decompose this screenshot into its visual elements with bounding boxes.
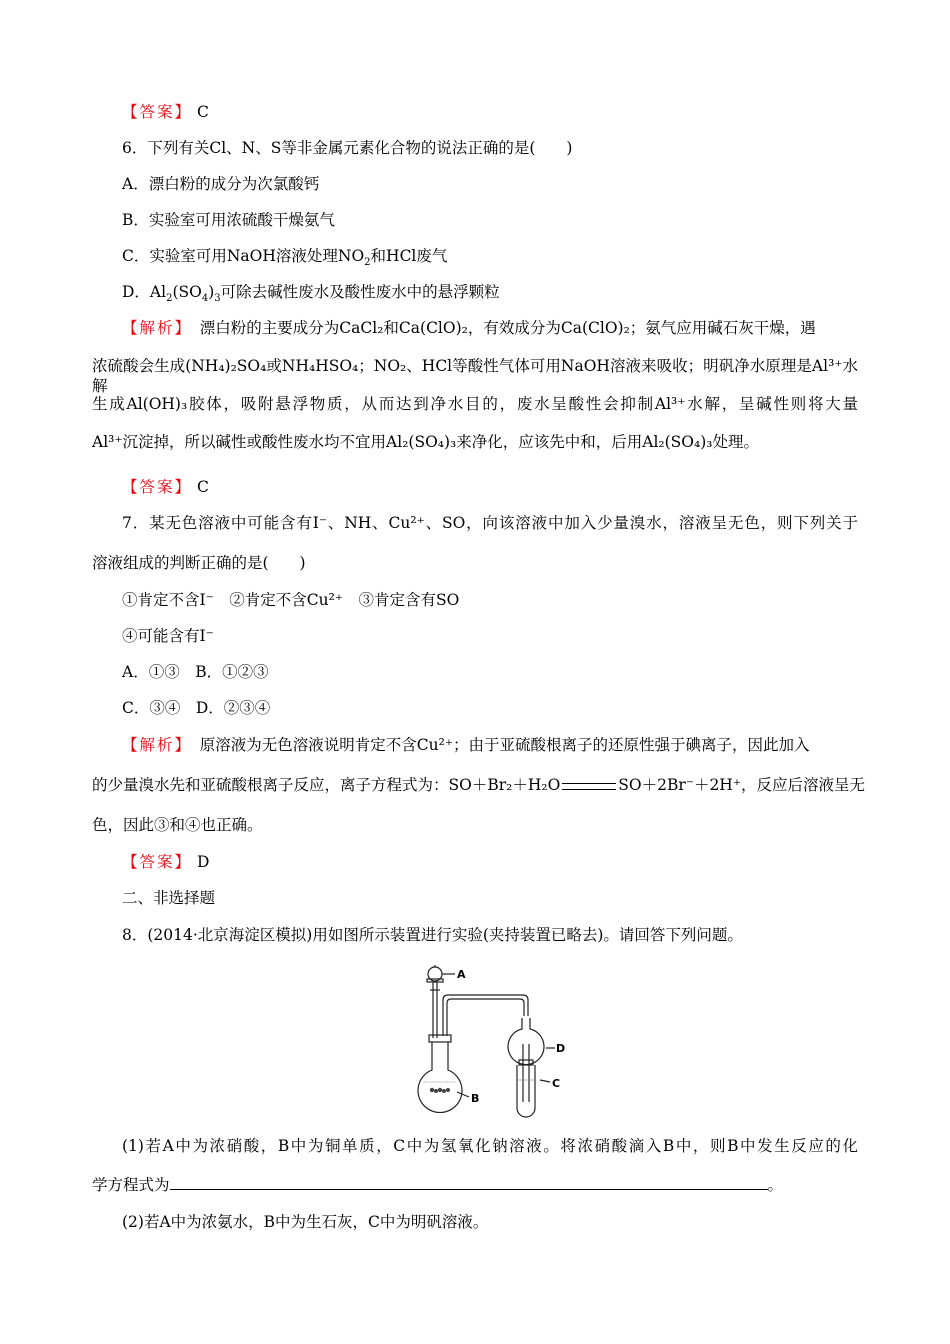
answer-value: C [196, 478, 209, 496]
q8-part1-text2-post: 。 [767, 1176, 784, 1194]
q6-analysis-line3 [92, 394, 858, 414]
q6-option-c [122, 246, 448, 269]
answer-label: 【 答案 】 [122, 103, 192, 121]
q7-analysis-text2-post: SO＋2Br⁻＋2H⁺，反应后溶液呈无 [618, 776, 866, 794]
apparatus-diagram [405, 960, 575, 1122]
q6-option-b: B．实验室可用浓硫酸干燥氨气 [122, 211, 335, 229]
copper-pellet [446, 1088, 450, 1092]
answer-label: 【 答案 】 [122, 478, 192, 496]
q7-analysis-text1: 原溶液为无色溶液说明肯定不含Cu²⁺；由于亚硫酸根离子的还原性强于碘离子，因此加入 [184, 736, 810, 754]
copper-pellet [438, 1088, 442, 1092]
q6-option-d-mid: (SO [172, 283, 202, 301]
q7-stem-text1: 7．某无色溶液中可能含有I⁻、NH、Cu²⁺、SO，向该溶液中加入少量溴水，溶液呈无色，则下列关于 [122, 514, 858, 532]
q6-analysis-line1 [122, 318, 816, 338]
q7-choice-cd: C．③④ D．②③④ [122, 699, 271, 717]
q6-option-c-sub: 2 [364, 257, 371, 269]
q6-option-c-post: 和HCl废气 [370, 247, 448, 265]
q5-answer-line [122, 102, 209, 122]
answer-blank[interactable] [170, 1175, 768, 1190]
q6-analysis-text1: 漂白粉的主要成分为CaCl₂和Ca(ClO)₂，有效成分为Ca(ClO)₂；氨气应用碱石灰干燥，遇 [184, 319, 816, 337]
q7-stem-line1 [122, 513, 858, 533]
q6-option-d-post: 可除去碱性废水及酸性废水中的悬浮颗粒 [220, 283, 500, 301]
answer-label: 【 答案 】 [122, 853, 192, 871]
q6-option-d-mid2: ) [208, 283, 215, 301]
label-d: D [556, 1042, 566, 1055]
label-c: C [552, 1077, 561, 1090]
copper-pellet [434, 1089, 438, 1093]
q6-option-d-pre: D．Al [122, 283, 167, 301]
q7-analysis-line3: 色，因此③和④也正确。 [92, 816, 263, 834]
q8-part1-line2 [92, 1175, 783, 1195]
q7-analysis-line2 [92, 775, 865, 795]
section-heading: 二、非选择题 [122, 889, 216, 907]
q7-option-2: ④可能含有I⁻ [122, 627, 214, 645]
label-a: A [457, 968, 466, 981]
q7-choice-ab: A．①③ B．①②③ [122, 663, 269, 681]
q6-option-c-pre: C．实验室可用NaOH溶液处理NO [122, 247, 365, 265]
q6-answer-line [122, 477, 209, 497]
q8-part2: (2)若A中为浓氨水，B中为生石灰，C中为明矾溶液。 [122, 1213, 489, 1231]
q7-analysis-line1 [122, 735, 810, 755]
copper-pellet [430, 1088, 434, 1092]
q6-option-d-sub3: 3 [214, 293, 221, 305]
q7-stem-line2: 溶液组成的判断正确的是( ) [92, 554, 306, 572]
copper-pellet [442, 1089, 446, 1093]
q6-analysis-text2: 浓硫酸会生成(NH₄)₂SO₄或NH₄HSO₄；NO₂、HCl等酸性气体可用NaOH溶液来吸收；明矾净水原理是Al³⁺水解 [92, 357, 858, 395]
q8-part1-text2-pre: 学方程式为 [92, 1176, 170, 1194]
analysis-label: 【 解析 】 [122, 736, 184, 754]
q8-stem: 8．(2014·北京海淀区模拟)用如图所示装置进行实验(夹持装置已略去)。请回答下列问题。 [122, 926, 743, 944]
q8-part1-line1 [122, 1136, 858, 1156]
q7-analysis-text2-pre: 的少量溴水先和亚硫酸根离子反应，离子方程式为：SO＋Br₂＋H₂O [92, 776, 561, 794]
q6-option-d-sub2: 4 [201, 293, 209, 305]
q6-option-a: A．漂白粉的成分为次氯酸钙 [122, 175, 320, 193]
q6-analysis-text3: 生成Al(OH)₃胶体，吸附悬浮物质，从而达到净水目的，废水呈酸性会抑制Al³⁺水解，呈碱性则将大量 [92, 395, 858, 413]
equals-sign [562, 783, 616, 790]
analysis-label: 【 解析 】 [122, 319, 184, 337]
answer-value: C [196, 103, 209, 121]
q7-option-1: ①肯定不含I⁻ ②肯定不含Cu²⁺ ③肯定含有SO [122, 591, 460, 609]
q7-answer-line [122, 852, 209, 872]
q6-analysis-line2 [92, 356, 858, 396]
q6-option-d-sub1: 2 [166, 293, 173, 305]
answer-value: D [196, 853, 210, 871]
label-b: B [471, 1092, 480, 1105]
q6-stem: 6．下列有关Cl、N、S等非金属元素化合物的说法正确的是( ) [122, 139, 573, 157]
q6-option-d [122, 282, 500, 305]
q6-analysis-line4: Al³⁺沉淀掉，所以碱性或酸性废水均不宜用Al₂(SO₄)₃来净化，应该先中和，后用Al₂(SO₄)₃处理。 [92, 433, 759, 451]
q8-part1-text1: (1)若A中为浓硝酸，B中为铜单质，C中为氢氧化钠溶液。将浓硝酸滴入B中，则B中发生反应的化 [122, 1137, 858, 1155]
